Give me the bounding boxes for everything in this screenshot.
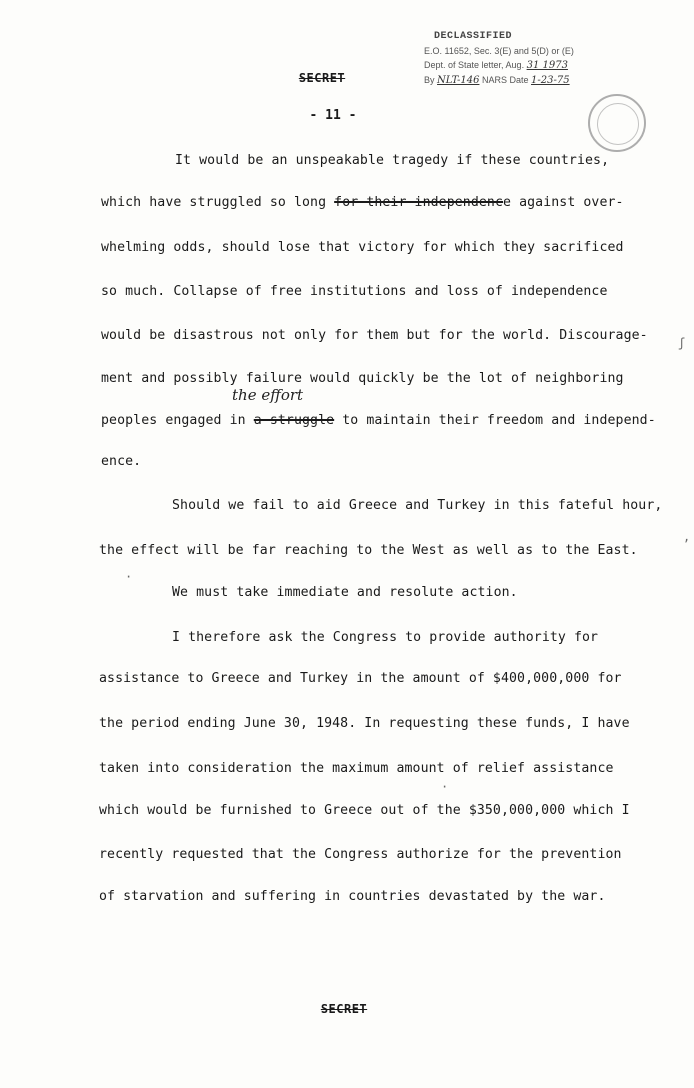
body-line: which would be furnished to Greece out of the $350,000,000 which I — [99, 803, 630, 818]
declass-letter-prefix: Dept. of State letter, Aug. — [424, 60, 525, 70]
page-number: - 11 - — [309, 108, 357, 123]
body-text: to maintain their freedom and independ- — [334, 413, 656, 428]
declass-letter-date: 31 1973 — [526, 60, 568, 71]
struck-text: a struggle — [253, 413, 335, 428]
struck-text: for their independenc — [334, 195, 503, 210]
body-line: We must take immediate and resolute action. — [172, 585, 518, 600]
margin-mark: , — [683, 530, 691, 544]
margin-mark: · — [125, 570, 133, 584]
body-line — [101, 413, 656, 428]
body-line: so much. Collapse of free institutions and loss of independence — [101, 284, 608, 299]
body-line: I therefore ask the Congress to provide authority for — [172, 630, 599, 645]
body-line — [101, 195, 624, 210]
body-line: assistance to Greece and Turkey in the amount of $400,000,000 for — [99, 671, 622, 686]
declassified-title: DECLASSIFIED — [434, 31, 513, 42]
body-line: ence. — [101, 454, 142, 469]
classification-footer: SECRET — [320, 1002, 368, 1016]
body-text: which have struggled so long — [101, 195, 335, 210]
body-line: the period ending June 30, 1948. In requesting these funds, I have — [99, 716, 630, 731]
body-text: e against over- — [503, 195, 624, 210]
declass-by-initials: NLT-146 — [437, 75, 480, 86]
declass-nars-label: NARS Date — [481, 75, 529, 85]
body-line: recently requested that the Congress authorize for the prevention — [99, 847, 622, 862]
body-line: It would be an unspeakable tragedy if these countries, — [175, 153, 610, 168]
library-seal-stamp — [588, 94, 646, 152]
body-line: would be disastrous not only for them but for the world. Discourage- — [101, 328, 648, 343]
handwritten-insertion: the effort — [232, 386, 304, 404]
body-line: the effect will be far reaching to the West as well as to the East. — [99, 543, 638, 558]
body-text: peoples engaged in — [101, 413, 254, 428]
declass-by-prefix: By — [424, 75, 435, 85]
body-line: whelming odds, should lose that victory for which they sacrificed — [101, 240, 624, 255]
margin-mark: ʃ — [678, 336, 686, 350]
declass-nars-date: 1-23-75 — [531, 75, 570, 86]
declass-authority-line: E.O. 11652, Sec. 3(E) and 5(D) or (E) — [424, 46, 574, 56]
body-line: Should we fail to aid Greece and Turkey in this fateful hour, — [172, 498, 663, 513]
body-line: taken into consideration the maximum amount of relief assistance — [99, 761, 614, 776]
body-line: ment and possibly failure would quickly be the lot of neighboring — [101, 371, 624, 386]
body-line: of starvation and suffering in countries devastated by the war. — [99, 889, 606, 904]
classification-header: SECRET — [298, 71, 346, 85]
margin-mark: · — [441, 780, 449, 794]
